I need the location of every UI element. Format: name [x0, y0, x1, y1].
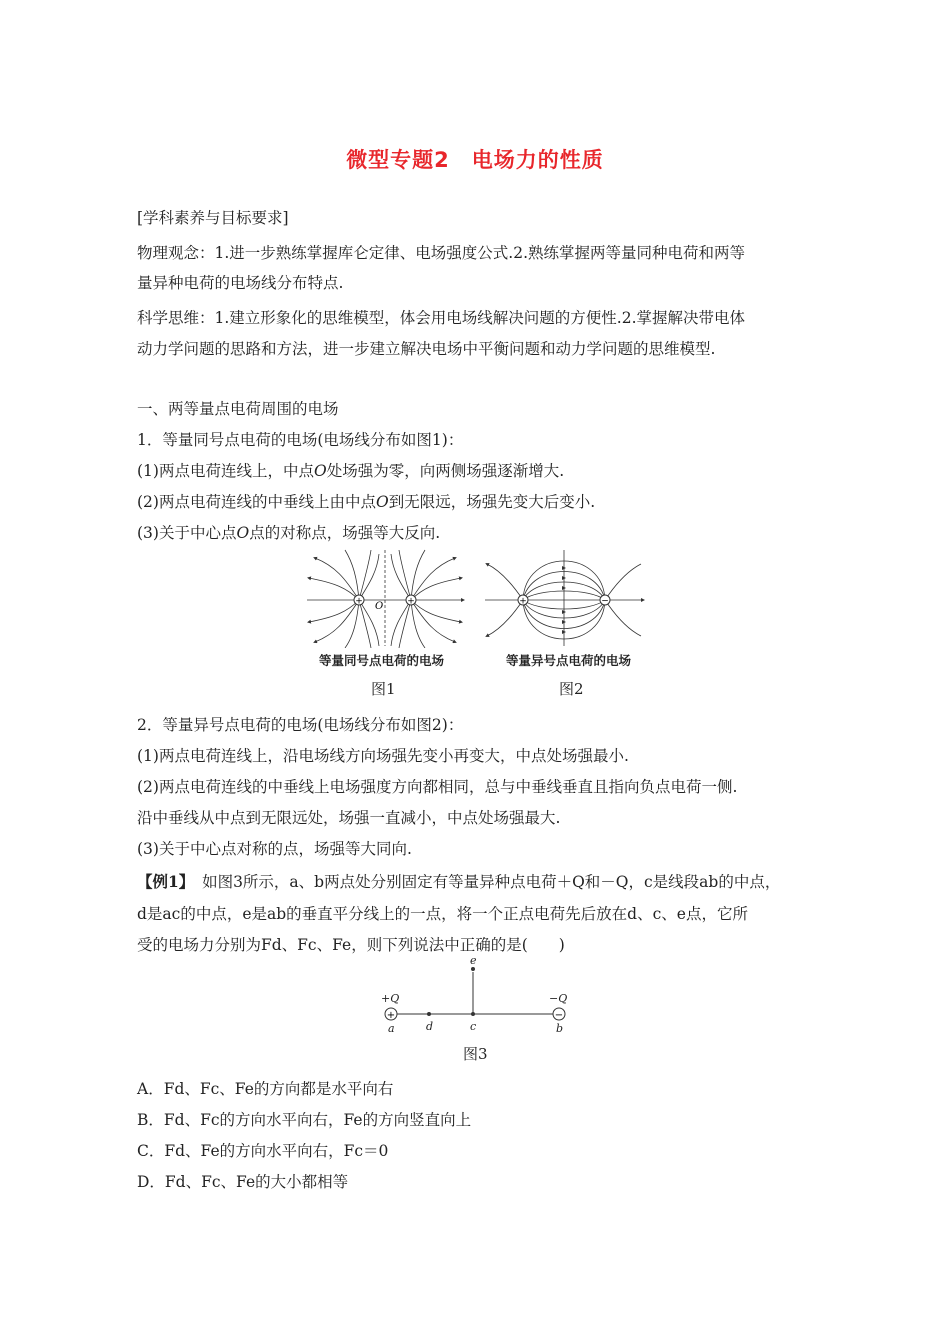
fig1-caption: 图1 [371, 680, 396, 698]
svg-text:+: + [407, 596, 415, 607]
label-minus-q: −Q [549, 992, 568, 1005]
option-d[interactable]: D．Fd、Fc、Fe的大小都相等 [137, 1173, 349, 1191]
svg-text:−: − [601, 596, 609, 607]
physics-concept-line2: 量异种电荷的电场线分布特点. [137, 274, 344, 292]
svg-text:+: + [355, 596, 363, 607]
figure-opposite-charges [483, 548, 645, 648]
example-line1: 【例1】 如图3所示，a、b两点处分别固定有等量异种点电荷＋Q和－Q，c是线段ab的中点， [137, 872, 781, 891]
item2-point-a: (1)两点电荷连线上，沿电场线方向场强先变小再变大，中点处场强最小. [137, 747, 629, 765]
label-plus-q: +Q [381, 992, 400, 1005]
item1-point-c: (3)关于中心点O点的对称点，场强等大反向. [137, 524, 441, 542]
svg-text:+: + [386, 1010, 396, 1021]
figure-like-charges [305, 548, 465, 648]
page-title: 微型专题2 电场力的性质 [346, 148, 604, 172]
option-c[interactable]: C．Fd、Fe的方向水平向右，Fc＝0 [137, 1142, 389, 1160]
fig2-caption: 图2 [559, 680, 584, 698]
label-d: d [426, 1020, 434, 1033]
example-tag: 【例1】 [137, 872, 187, 891]
item2-point-b: (2)两点电荷连线的中垂线上电场强度方向都相同，总与中垂线垂直且指向负点电荷一侧. [137, 778, 738, 796]
label-a: a [388, 1022, 395, 1035]
item1-heading: 1．等量同号点电荷的电场(电场线分布如图1)： [137, 431, 464, 449]
item2-point-b-cont: 沿中垂线从中点到无限远处，场强一直减小，中点处场强最大. [137, 809, 561, 827]
science-thinking-line1: 科学思维：1.建立形象化的思维模型，体会用电场线解决问题的方便性.2.掌握解决带电体 [137, 309, 746, 327]
science-thinking-line2: 动力学问题的思路和方法，进一步建立解决电场中平衡问题和动力学问题的思维模型. [137, 340, 716, 358]
item2-heading: 2．等量异号点电荷的电场(电场线分布如图2)： [137, 716, 464, 734]
goals-heading: [学科素养与目标要求] [137, 209, 289, 227]
option-a[interactable]: A．Fd、Fc、Fe的方向都是水平向右 [137, 1080, 394, 1098]
fig3-caption: 图3 [463, 1045, 488, 1063]
label-c: c [470, 1020, 477, 1033]
physics-concept-line1: 物理观念：1.进一步熟练掌握库仑定律、电场强度公式.2.熟练掌握两等量同种电荷和两等 [137, 244, 746, 262]
svg-text:−: − [554, 1010, 564, 1021]
item1-point-b: (2)两点电荷连线的中垂线上由中点O到无限远，场强先变大后变小. [137, 493, 596, 511]
label-e: e [470, 954, 477, 967]
center-o-label: O [375, 601, 384, 612]
svg-text:+: + [519, 596, 527, 607]
fig2-label: 等量异号点电荷的电场 [506, 653, 632, 668]
item1-point-a: (1)两点电荷连线上，中点O处场强为零，向两侧场强逐渐增大. [137, 462, 565, 480]
section1-heading: 一、两等量点电荷周围的电场 [137, 400, 339, 418]
fig1-label: 等量同号点电荷的电场 [319, 653, 445, 668]
example-line2: d是ac的中点，e是ab的垂直平分线上的一点，将一个正点电荷先后放在d、c、e点，它所 [137, 905, 748, 923]
figure-3-diagram [375, 954, 585, 1036]
option-b[interactable]: B．Fd、Fc的方向水平向右，Fe的方向竖直向上 [137, 1111, 472, 1129]
label-b: b [556, 1022, 564, 1035]
item2-point-c: (3)关于中心点对称的点，场强等大同向. [137, 840, 412, 858]
example-line3: 受的电场力分别为Fd、Fc、Fe，则下列说法中正确的是( ) [137, 936, 565, 954]
